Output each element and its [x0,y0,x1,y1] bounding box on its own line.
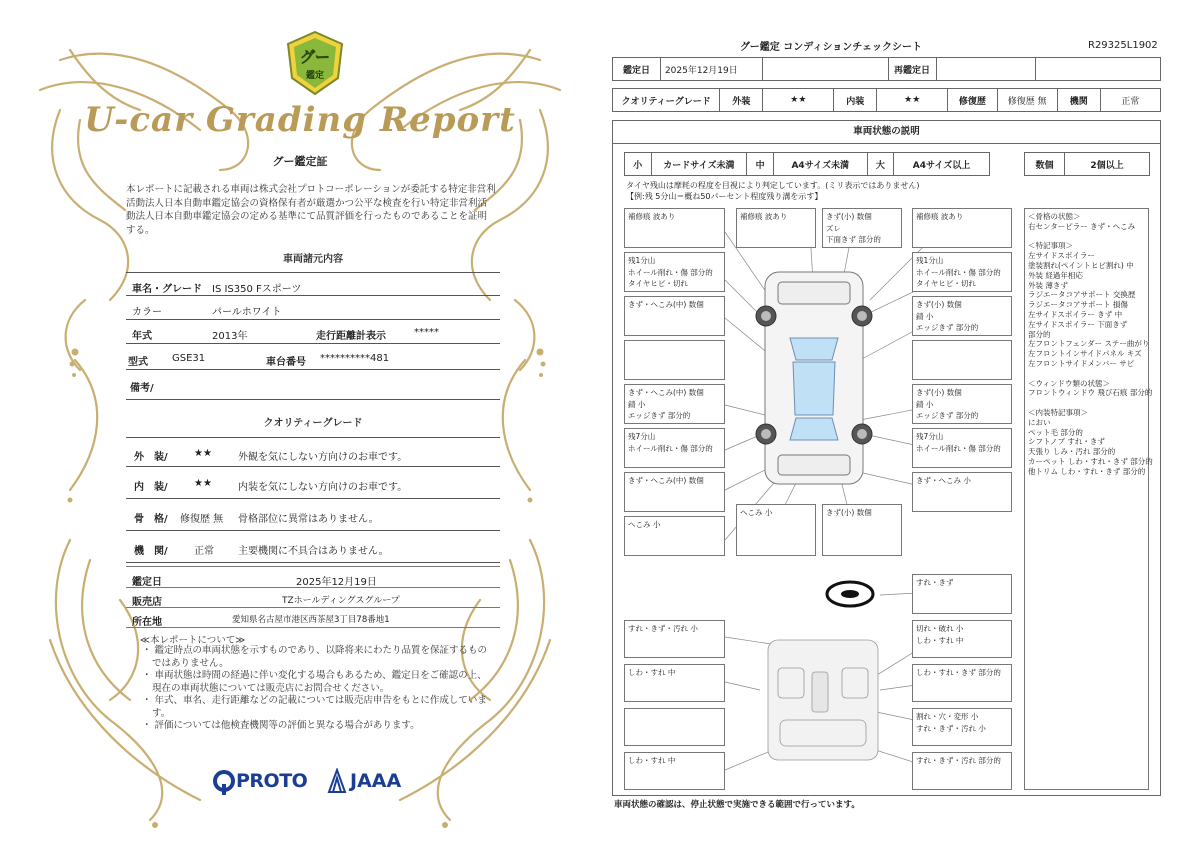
shop-value: TZホールディングスグループ [282,596,400,606]
note-line: 残7分山 [916,432,944,441]
note-line: すれ・きず [916,578,954,587]
exterior-label: 外装 [720,89,763,112]
special-note-line: 左フロントインサイドパネル キズ [1028,349,1142,359]
name-label: 車名・グレード [132,284,202,295]
spec-row-model [126,346,500,370]
note-line: きず・へこみ(中) 数個 [628,388,704,397]
reappraisal-label: 再鑑定日 [888,58,936,81]
exterior-desc: 外観を気にしない方向けのお車です。 [238,452,408,463]
count-label: 数個 [1025,153,1065,176]
special-note-line: カーペット しわ・すれ・きず 部分的 [1028,456,1153,466]
note-line: へこみ 小 [740,508,773,517]
damage-note-rear-left-corner [624,472,725,512]
damage-note-front-left [624,208,725,248]
report-title: U-car Grading Report [84,100,516,140]
size-large: 大 [867,153,894,176]
special-note-line: ＜内装特記事項＞ [1028,407,1088,417]
special-note-line [1028,369,1145,379]
note-line: 錆 小 [916,311,934,321]
note-line: エッジきず 部分的 [916,411,979,420]
repair-value: 修復歴 無 [997,89,1057,112]
note-item: ・ 年式、車名、走行距離などの記載については販売店申告をもとに作成しています。 [142,695,487,719]
spec-section-title: 車両諸元内容 [283,254,343,265]
date-value: 2025年12月19日 [660,58,762,81]
frame-desc: 骨格部位に異常はありません。 [238,514,379,525]
interior-stars: ★★ [877,89,948,112]
note-line: しわ・すれ・きず 部分的 [916,668,1001,677]
special-note-line: ＜特記事項＞ [1028,241,1073,251]
certificate-body: 本レポートに記載される車両は株式会社プロトコーポレーションが委託する特定非営利活動法人日本自動車鑑定協会の資格保有者が厳選かつ公平な検査を行い特定非営利活動法人日本自動車鑑定協会の定める基準にて品質評価を行ったものであることを証明する。 [126,184,496,236]
notes-title: ≪本レポートについて≫ [140,635,246,646]
note-line: タイヤヒビ・切れ [628,279,688,288]
special-notes-panel [1024,208,1153,790]
damage-note-front-center-left [736,208,816,248]
note-line: すれ・きず・汚れ 小 [628,624,698,633]
engine-label: 機関 [1057,89,1100,112]
interior-note-console [912,708,1012,746]
damage-note-right-front [912,296,1012,336]
jaaa-logo-text: JAAA [350,770,402,792]
note-line: 下面きず 部分的 [826,235,881,244]
tire-note-line: 【例:残 5分山＝概ね50パーセント程度残り溝を示す】 [626,192,823,201]
engine-label: 機 関/ [134,546,168,557]
engine-desc: 主要機関に不具合はありません。 [238,546,389,557]
special-note-line [1028,232,1145,242]
address-label: 所在地 [132,617,162,628]
badge-text: グー [299,48,331,66]
note-line: ホイール削れ・傷 部分的 [916,267,1001,277]
mileage-label: 走行距離計表示 [316,331,386,342]
notes-list [142,645,492,733]
note-item: ・ 鑑定時点の車両状態を示すものであり、以降将来にわたり品質を保証するものではありません。 [142,645,488,669]
note-line: ホイール削れ・傷 部分的 [628,267,713,277]
tire-note-front-left [624,252,725,292]
special-note-line: 外装 薄きず [1028,280,1068,290]
size-small-desc: カードサイズ未満 [651,153,747,176]
grade-label: クオリティーグレード [613,89,720,112]
damage-note-front-bumper [822,208,902,248]
note-line: きず(小) 数個 [916,388,962,397]
mileage-value: ***** [414,327,439,338]
note-line: きず(小) 数個 [916,300,962,309]
document-number: R29325L1902 [1088,40,1158,51]
chassis-value: **********481 [320,353,390,364]
special-note-line: ラジエータコアサポート 損傷 [1028,300,1128,310]
steering-wheel-icon [827,582,873,606]
damage-note-rear-center-left [736,504,816,556]
note-line: 残7分山 [628,432,656,441]
note-line: 補修痕 波あり [740,212,788,221]
note-line: しわ・すれ 中 [628,756,676,765]
note-line: 補修痕 波あり [628,212,676,221]
damage-note-rear-right-corner [912,472,1012,512]
interior-desc: 内装を気にしない方向けのお車です。 [238,482,408,493]
interior-note-steering [912,574,1012,614]
appraisal-date-value: 2025年12月19日 [296,577,377,588]
size-medium-desc: A4サイズ未満 [773,153,867,176]
tire-note-rear-right [912,428,1012,468]
year-value: 2013年 [212,331,248,342]
color-value: パールホワイト [212,307,282,318]
model-value: GSE31 [172,353,206,364]
spec-row-remarks [126,372,500,400]
tire-note-line: タイヤ残山は摩耗の程度を目視により判定しています。(ミリ表示ではありません) [626,181,920,190]
note-line: 錆 小 [916,399,934,409]
frame-label: 骨 格/ [134,514,168,525]
special-note-line: フロントウィンドウ 飛び石痕 部分的 [1028,388,1153,398]
note-line: 切れ・破れ 小 [916,624,964,633]
condition-check-sheet [600,0,1200,848]
exterior-stars: ★★ [763,89,834,112]
note-item: ・ 車両状態は時間の経過に伴い変化する場合もあるため、鑑定日をご確認の上、現在の車両状態については販売店にお問合せください。 [142,670,487,694]
tire-note-front-right [912,252,1012,292]
repair-label: 修復歴 [948,89,997,112]
note-line: しわ・すれ 中 [916,635,964,645]
note-line: ホイール削れ・傷 部分的 [916,443,1001,453]
interior-note-dashboard [624,620,725,658]
quality-row-exterior [126,437,500,467]
address-value: 愛知県名古屋市港区西茶屋3丁目78番地1 [232,615,390,625]
note-line: へこみ 小 [628,520,661,529]
engine-value: 正常 [194,546,214,557]
state-section-title: 車両状態の説明 [612,120,1161,144]
damage-note-left-rear [624,384,725,424]
damage-note-right-empty [912,340,1012,380]
interior-note-rear-right [912,752,1012,790]
special-note-line [1028,398,1145,408]
note-line: エッジきず 部分的 [628,411,691,420]
date-label: 鑑定日 [613,58,661,81]
damage-note-front-right [912,208,1012,248]
tire-note-rear-left [624,428,725,468]
note-line: 残1分山 [628,256,656,265]
chassis-label: 車台番号 [266,357,306,368]
special-note-line: 天張り しみ・汚れ 部分的 [1028,447,1116,457]
note-line: ホイール削れ・傷 部分的 [628,443,713,453]
certificate-title: グー鑑定証 [272,155,328,168]
special-note-line: 左フロントフェンダー ステー曲がり [1028,339,1150,349]
spec-row-year [126,320,500,344]
count-desc: 2個以上 [1065,153,1150,176]
note-line: タイヤヒビ・切れ [916,279,976,288]
special-note-line: 左フロントサイドメンバー サビ [1028,358,1135,368]
note-item: ・ 評価については他検査機関等の評価と異なる場合があります。 [142,720,420,731]
note-line: すれ・きず・汚れ 小 [916,723,986,733]
quality-section-title: クオリティーグレード [263,418,363,429]
appraisal-date-label: 鑑定日 [132,577,162,588]
special-note-line: 外装 経過年相応 [1028,270,1083,280]
special-note-line: ラジエータコアサポート 交換歴 [1028,290,1136,300]
note-line: すれ・きず・汚れ 部分的 [916,756,1001,765]
note-line: ズレ [826,223,841,233]
appraisal-row-shop [126,588,500,608]
interior-label: 内装 [834,89,877,112]
interior-note-rear-left [624,752,725,790]
quality-row-frame [126,499,500,531]
proto-logo-icon [213,770,235,796]
special-note-line: 左サイドスポイラー きず 中 [1028,309,1123,319]
special-note-line: シフトノブ すれ・きず [1028,437,1105,447]
note-line: 錆 小 [628,399,646,409]
color-label: カラー [132,307,162,318]
footer-note: 車両状態の確認は、停止状態で実施できる範囲で行っています。 [614,800,860,810]
shop-label: 販売店 [132,597,162,608]
size-medium: 中 [747,153,774,176]
special-note-line: 左サイドスポイラー 下面きず [1028,319,1128,329]
special-note-line: 他トリム しわ・すれ・きず 部分的 [1028,466,1146,476]
note-line: 残1分山 [916,256,944,265]
special-note-line: 左サイドスポイラー [1028,251,1095,261]
quality-row-interior [126,467,500,499]
damage-note-rear-left-bottom [624,516,725,556]
damage-note-right-rear [912,384,1012,424]
size-small: 小 [625,153,652,176]
model-label: 型式 [128,357,148,368]
appraisal-row-address [126,608,500,628]
note-line: きず・へこみ(中) 数個 [628,476,704,485]
special-note-line: 塗装割れ(ペイントヒビ割れ) 中 [1028,260,1134,270]
special-note-line: におい [1028,417,1051,427]
note-line: しわ・すれ 中 [628,668,676,677]
name-value: IS IS350 Fスポーツ [212,284,302,295]
damage-note-left-empty [624,340,725,380]
sheet-title: グー鑑定 コンディションチェックシート [739,42,922,53]
interior-note-empty [624,708,725,746]
special-note-line: ペット毛 部分的 [1028,427,1083,437]
spec-row-color [126,296,500,320]
note-line: 割れ・穴・変形 小 [916,712,979,721]
note-line: きず(小) 数個 [826,212,872,221]
interior-label: 内 装/ [134,482,168,493]
note-line: きず・へこみ(中) 数個 [628,300,704,309]
interior-note-passenger-seat [912,664,1012,702]
year-label: 年式 [132,331,152,342]
note-line: きず・へこみ 小 [916,476,971,485]
remarks-label: 備考/ [130,383,154,394]
special-note-line: 右センターピラー きず・へこみ [1028,221,1136,231]
interior-note-ceiling [912,620,1012,658]
jaaa-logo-icon [327,768,347,794]
note-line: 補修痕 波あり [916,212,964,221]
engine-value: 正常 [1100,89,1160,112]
special-note-line: ＜ウィンドウ類の状態＞ [1028,378,1111,388]
exterior-label: 外 装/ [134,452,168,463]
exterior-stars: ★★ [194,448,212,459]
appraisal-row-date [126,566,500,588]
spec-row-name [126,272,500,296]
note-line: エッジきず 部分的 [916,323,979,332]
size-large-desc: A4サイズ以上 [894,153,990,176]
damage-note-left-front [624,296,725,336]
badge-subtext: 鑑定 [305,71,325,81]
quality-row-engine [126,531,500,563]
goo-appraisal-badge [286,30,344,96]
interior-stars: ★★ [194,478,212,489]
damage-note-rear-bumper [822,504,902,556]
interior-note-driver-seat [624,664,725,702]
note-line: きず(小) 数個 [826,508,872,517]
special-note-line: 部分的 [1028,329,1051,339]
frame-value: 修復歴 無 [180,514,224,525]
proto-logo-text: PROTO [236,770,308,792]
special-note-line: ＜骨格の状態＞ [1028,212,1081,221]
